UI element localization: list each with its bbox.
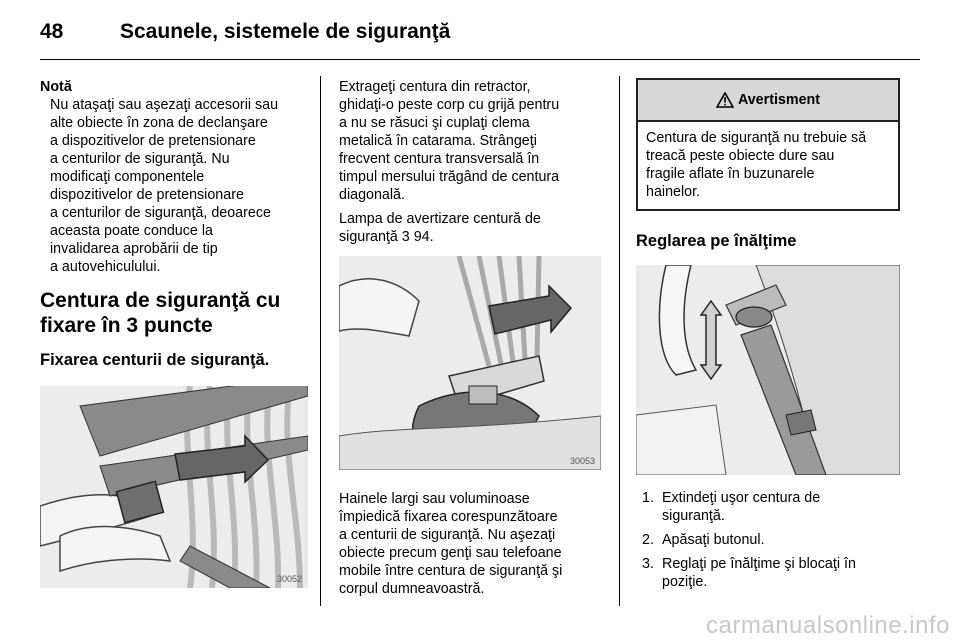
illustration-buckle-latch bbox=[339, 256, 601, 470]
chapter-title: Scaunele, sistemele de siguranţă bbox=[120, 20, 451, 43]
note-title: Notă bbox=[40, 79, 72, 95]
note-line: invalidarea aprobării de tip bbox=[50, 241, 218, 257]
warning-body bbox=[638, 122, 898, 209]
note-line: aceasta poate conduce la bbox=[50, 223, 213, 239]
note-body bbox=[40, 96, 308, 276]
section-heading-line: Centura de siguranţă cu bbox=[40, 289, 281, 312]
column-middle bbox=[339, 78, 601, 598]
page-number: 48 bbox=[40, 20, 64, 43]
warning-triangle-icon bbox=[716, 92, 734, 108]
adjustment-steps bbox=[642, 489, 900, 591]
text-line: Centura de siguranţă nu trebuie să bbox=[646, 130, 867, 146]
warning-title: Avertisment bbox=[737, 92, 821, 108]
step-text: Extindeţi uşor centura de bbox=[662, 490, 821, 506]
note-line: dispozitivelor de pretensionare bbox=[50, 187, 244, 203]
section-subheading: Fixarea centurii de siguranţă. bbox=[40, 351, 270, 369]
text-line: Lampa de avertizare centură de bbox=[339, 211, 541, 227]
text-line: Extrageţi centura din retractor, bbox=[339, 79, 531, 95]
step-number: 2. bbox=[642, 532, 654, 548]
note-line: modificaţi componentele bbox=[50, 169, 205, 185]
text-line: corpul dumneavoastră. bbox=[339, 581, 485, 597]
text-line: mobile între centura de siguranţă şi bbox=[339, 563, 563, 579]
column-left bbox=[40, 78, 308, 588]
text-line: frecvent centura transversală în bbox=[339, 151, 540, 167]
text-line: metalică în catarama. Strângeţi bbox=[339, 133, 537, 149]
text-line: hainelor. bbox=[646, 184, 701, 200]
figure-number: 30053 bbox=[569, 456, 595, 466]
text-line: timpul mersului trăgând de centura bbox=[339, 169, 560, 185]
illustration-buckling-belt bbox=[40, 386, 308, 588]
text-line: diagonală. bbox=[339, 187, 405, 203]
page-header bbox=[40, 20, 920, 58]
step-item bbox=[642, 531, 900, 549]
text-line: Hainele largi sau voluminoase bbox=[339, 491, 530, 507]
note-line: a autovehiculului. bbox=[50, 259, 161, 275]
note-line: Nu ataşaţi sau aşezaţi accesorii sau bbox=[50, 97, 279, 113]
step-item bbox=[642, 555, 900, 591]
note-line: a centurilor de siguranţă, deoarece bbox=[50, 205, 271, 221]
warning-header bbox=[638, 80, 898, 122]
figure-number: 30052 bbox=[276, 574, 302, 584]
text-line: împiedică fixarea corespunzătoare bbox=[339, 509, 558, 525]
column-right bbox=[636, 78, 900, 597]
step-number: 3. bbox=[642, 556, 654, 572]
text-line: obiecte precum genţi sau telefoane bbox=[339, 545, 562, 561]
instruction-paragraph bbox=[339, 78, 601, 204]
buckle-latch-drawing bbox=[339, 256, 601, 470]
text-line: ghidaţi-o peste corp cu grijă pentru bbox=[339, 97, 560, 113]
section-heading bbox=[40, 288, 308, 338]
column-divider bbox=[619, 76, 620, 606]
page-reference-link[interactable]: siguranţă 3 94. bbox=[339, 229, 434, 245]
warning-box bbox=[636, 78, 900, 211]
step-item bbox=[642, 489, 900, 525]
belt-buckle-drawing bbox=[40, 386, 308, 588]
text-line: a centurii de siguranţă. Nu aşezaţi bbox=[339, 527, 556, 543]
height-adjust-heading: Reglarea pe înălţime bbox=[636, 232, 797, 250]
text-line: fragile aflate în buzunarele bbox=[646, 166, 815, 182]
header-rule bbox=[40, 59, 920, 60]
column-divider bbox=[320, 76, 321, 606]
clothing-paragraph bbox=[339, 490, 601, 598]
step-text: Reglaţi pe înălţime şi blocaţi în bbox=[662, 556, 856, 572]
note-line: alte obiecte în zona de declanşare bbox=[50, 115, 268, 131]
illustration-height-adjust bbox=[636, 265, 900, 475]
note-line: a centurilor de siguranţă. Nu bbox=[50, 151, 230, 167]
height-adjuster-drawing bbox=[636, 265, 900, 475]
step-number: 1. bbox=[642, 490, 654, 506]
text-line: treacă peste obiecte dure sau bbox=[646, 148, 835, 164]
text-line: a nu se răsuci şi cuplaţi clema bbox=[339, 115, 530, 131]
note-line: a dispozitivelor de pretensionare bbox=[50, 133, 256, 149]
section-heading-line: fixare în 3 puncte bbox=[40, 314, 213, 337]
step-text: siguranţă. bbox=[662, 508, 725, 524]
watermark: carmanualsonline.info bbox=[706, 612, 950, 639]
step-text: poziţie. bbox=[662, 574, 708, 590]
step-text: Apăsaţi butonul. bbox=[662, 532, 765, 548]
warning-lamp-paragraph bbox=[339, 210, 601, 246]
